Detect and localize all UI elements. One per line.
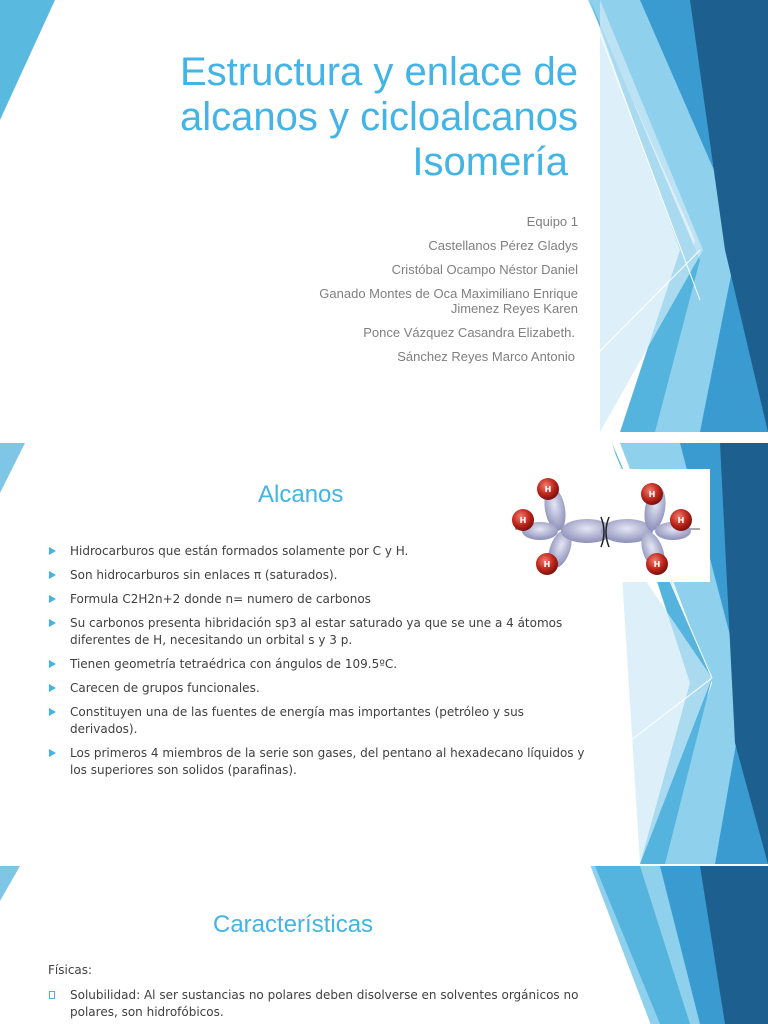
atom-label: H <box>543 560 551 569</box>
author-name: Ganado Montes de Oca Maximiliano Enrique <box>319 286 578 301</box>
bullet-text: Tienen geometría tetraédrica con ángulos de 109.5ºC. <box>70 657 398 671</box>
slide-heading: Características <box>213 911 374 938</box>
author-name: Jimenez Reyes Karen <box>450 301 578 316</box>
bullet-text: Formula C2H2n+2 donde n= numero de carbonos <box>70 592 371 606</box>
bullet-text: Solubilidad: Al ser sustancias no polares deben disolverse en solventes orgánicos no polares, son hidrofóbicos. <box>70 988 579 1019</box>
presentation-title <box>180 50 578 185</box>
bullet-text: Los primeros 4 miembros de la serie son gases, del pentano al hexadecano líquidos y los superiores son solidos (parafinas). <box>70 746 585 777</box>
bullet-arrow-icon <box>49 660 56 668</box>
bullet-arrow-icon <box>49 749 56 757</box>
list-item <box>48 656 593 673</box>
list-item <box>48 704 593 738</box>
bullet-text: Su carbonos presenta hibridación sp3 al estar saturado ya que se une a 4 átomos diferentes de H, necesitando un orbital s y 3 p. <box>70 616 563 647</box>
atom-label: H <box>519 516 527 525</box>
list-item <box>48 615 593 649</box>
atom-label: H <box>648 490 656 499</box>
author-name: Cristóbal Ocampo Néstor Daniel <box>391 262 578 277</box>
list-item <box>48 543 593 560</box>
bullet-arrow-icon <box>49 684 56 692</box>
bullet-arrow-icon <box>49 708 56 716</box>
slide-heading: Alcanos <box>258 481 344 508</box>
caracteristicas-bullet-list <box>48 987 593 1024</box>
list-item <box>48 987 593 1021</box>
author-name: Castellanos Pérez Gladys <box>428 238 578 253</box>
bullet-box-icon <box>49 991 55 999</box>
atom-label: H <box>677 516 685 525</box>
list-item <box>48 567 593 584</box>
section-label: Físicas: <box>48 963 93 977</box>
list-item <box>48 680 593 697</box>
bullet-text: Hidrocarburos que están formados solamente por C y H. <box>70 544 409 558</box>
bullet-arrow-icon <box>49 571 56 579</box>
team-label: Equipo 1 <box>526 214 578 229</box>
atom-label: H <box>653 560 661 569</box>
caracteristicas-slide <box>0 866 768 1024</box>
title-slide <box>0 0 768 432</box>
slide-gap <box>0 432 768 443</box>
bullet-arrow-icon <box>49 547 56 555</box>
author-name: Ponce Vázquez Casandra Elizabeth. <box>363 325 575 340</box>
title-line: Isomería <box>412 140 568 184</box>
author-name: Sánchez Reyes Marco Antonio <box>397 349 575 364</box>
bullet-text: Carecen de grupos funcionales. <box>70 681 260 695</box>
bullet-text: Son hidrocarburos sin enlaces π (saturados). <box>70 568 338 582</box>
bullet-text: Constituyen una de las fuentes de energía mas importantes (petróleo y sus derivados). <box>70 705 524 736</box>
alcanos-bullet-list <box>48 543 593 786</box>
title-line: Estructura y enlace de <box>180 50 578 94</box>
bullet-arrow-icon <box>49 619 56 627</box>
author-list <box>319 214 578 364</box>
atom-label: H <box>544 485 552 494</box>
alcanos-slide <box>0 443 768 864</box>
bullet-arrow-icon <box>49 595 56 603</box>
list-item <box>48 591 593 608</box>
list-item <box>48 745 593 779</box>
title-line: alcanos y cicloalcanos <box>180 95 578 139</box>
